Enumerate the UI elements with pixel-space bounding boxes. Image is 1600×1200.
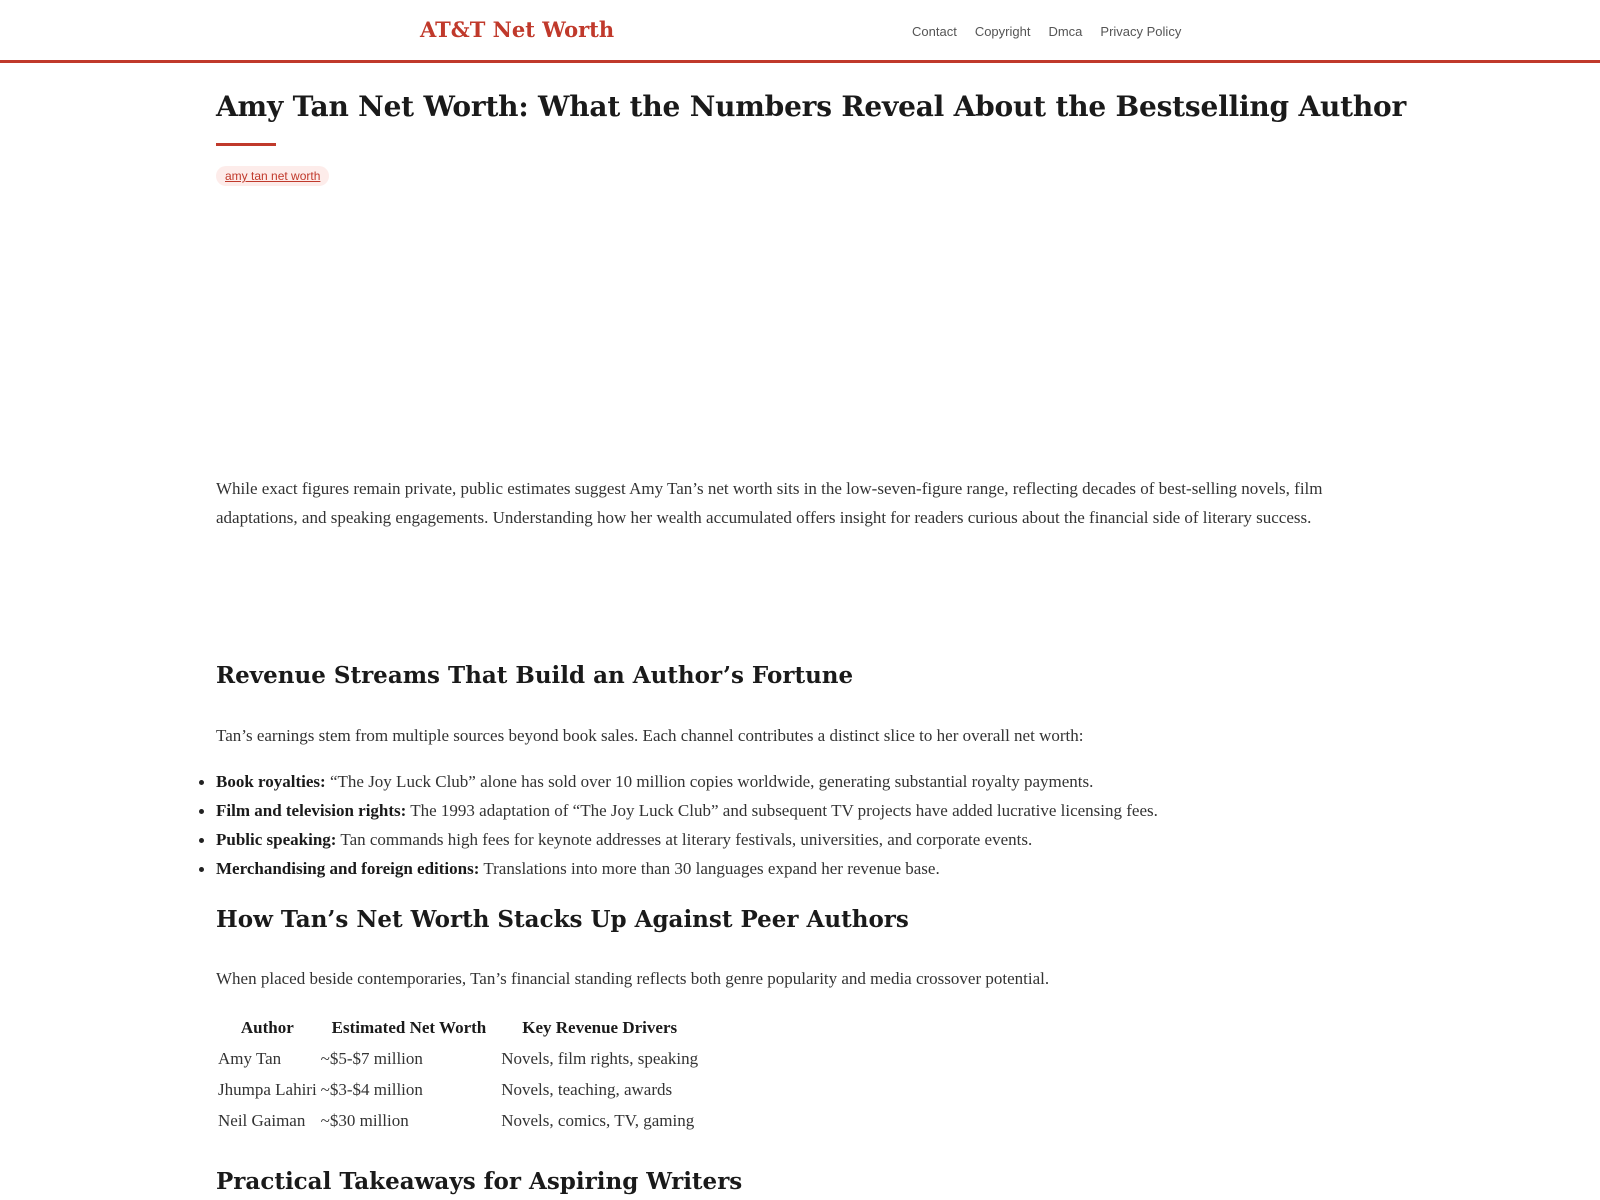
nav-link-privacy-policy[interactable]: Privacy Policy — [1100, 24, 1182, 39]
list-item — [216, 799, 1158, 828]
list-item-text: Tan commands high fees for keynote addresses at literary festivals, universities, and corporate events. — [336, 830, 1033, 849]
section-lead-peers: When placed beside contemporaries, Tan’s financial standing reflects both genre popularity and media crossover potential. — [216, 969, 1050, 988]
peer-comparison-table — [216, 1014, 700, 1137]
title-underline — [216, 143, 276, 146]
list-item — [216, 770, 1158, 799]
table-cell: Novels, comics, TV, gaming — [501, 1111, 695, 1130]
section-heading-takeaways: Practical Takeaways for Aspiring Writers — [216, 1168, 743, 1195]
header-nav — [912, 24, 1181, 39]
table-row — [216, 1106, 700, 1137]
list-item-term: Book royalties: — [216, 772, 326, 791]
table-cell: Amy Tan — [218, 1049, 282, 1068]
column-header-revenue-drivers: Key Revenue Drivers — [522, 1018, 678, 1037]
table-row — [216, 1075, 700, 1106]
table-cell: ~$3-$4 million — [320, 1080, 423, 1099]
section-lead-revenue: Tan’s earnings stem from multiple sources beyond book sales. Each channel contributes a distinct slice to her overall net worth: — [216, 726, 1084, 745]
revenue-list — [216, 770, 1158, 886]
table-cell: Neil Gaiman — [218, 1111, 306, 1130]
site-header — [0, 0, 1600, 63]
table-cell: Novels, teaching, awards — [501, 1080, 673, 1099]
section-heading-peers: How Tan’s Net Worth Stacks Up Against Peer Authors — [216, 906, 909, 933]
site-title-link[interactable]: AT&T Net Worth — [420, 17, 615, 42]
list-item-term: Merchandising and foreign editions: — [216, 859, 480, 878]
list-item-term: Public speaking: — [216, 830, 337, 849]
nav-link-contact[interactable]: Contact — [912, 24, 957, 39]
table-header-row — [216, 1014, 700, 1044]
table-cell: Jhumpa Lahiri — [218, 1080, 317, 1099]
list-item-text: Translations into more than 30 languages expand her revenue base. — [479, 859, 940, 878]
section-heading-revenue: Revenue Streams That Build an Author’s Fortune — [216, 662, 854, 689]
column-header-author: Author — [240, 1018, 294, 1037]
table-row — [216, 1044, 700, 1075]
list-item — [216, 857, 1158, 886]
list-item-term: Film and television rights: — [216, 801, 407, 820]
table-cell: ~$30 million — [320, 1111, 409, 1130]
intro-paragraph: While exact figures remain private, public estimates suggest Amy Tan’s net worth sits in the low-seven-figure range, reflecting decades of best-selling novels, film adaptations, and speaking engagements. Understanding how her wealth accumulated offers insight for readers curious about the financial side of literary success. — [216, 479, 1323, 527]
nav-link-copyright[interactable]: Copyright — [974, 24, 1031, 39]
table-cell: Novels, film rights, speaking — [501, 1049, 699, 1068]
article-title: Amy Tan Net Worth: What the Numbers Reveal About the Bestselling Author — [216, 90, 1407, 123]
list-item — [216, 828, 1158, 857]
list-item-text: The 1993 adaptation of “The Joy Luck Club” and subsequent TV projects have added lucrative licensing fees. — [406, 801, 1158, 820]
tag-pill[interactable]: amy tan net worth — [216, 166, 329, 186]
column-header-net-worth: Estimated Net Worth — [331, 1018, 487, 1037]
list-item-text: “The Joy Luck Club” alone has sold over 10 million copies worldwide, generating substantial royalty payments. — [325, 772, 1094, 791]
table-cell: ~$5-$7 million — [320, 1049, 423, 1068]
nav-link-dmca[interactable]: Dmca — [1048, 24, 1083, 39]
